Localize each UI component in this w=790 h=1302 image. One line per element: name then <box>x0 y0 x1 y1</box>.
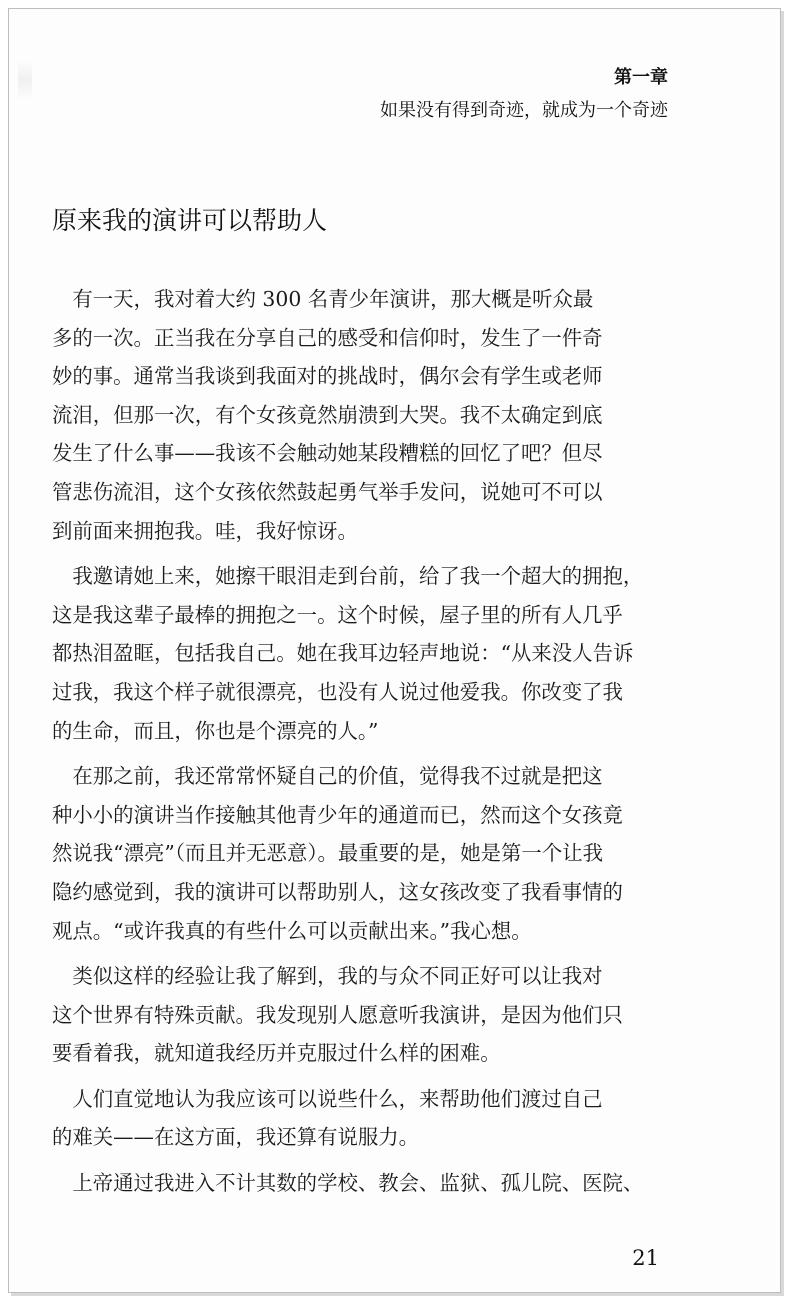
text-line: 管悲伤流泪，这个女孩依然鼓起勇气举手发问，说她可不可以 <box>52 479 603 504</box>
text-line: 观点。“或许我真的有些什么可以贡献出来。”我心想。 <box>52 918 532 943</box>
text-line: 在那之前，我还常常怀疑自己的价值，觉得我不过就是把这 <box>52 764 603 789</box>
paragraph <box>52 1164 652 1203</box>
text-line: 类似这样的经验让我了解到，我的与众不同正好可以让我对 <box>52 964 603 989</box>
paragraph <box>52 557 652 750</box>
chapter-number: 第一章 <box>614 67 668 88</box>
text-line: 的难关——在这方面，我还算有说服力。 <box>52 1125 420 1150</box>
text-line: 妙的事。通常当我谈到我面对的挑战时，偶尔会有学生或老师 <box>52 364 603 389</box>
text-line: 这个世界有特殊贡献。我发现别人愿意听我演讲，是因为他们只 <box>52 1002 623 1027</box>
text-line: 上帝通过我进入不计其数的学校、教会、监狱、孤儿院、医院、 <box>52 1171 644 1196</box>
text-line: 过我，我这个样子就很漂亮，也没有人说过他爱我。你改变了我 <box>52 679 623 704</box>
section-title: 原来我的演讲可以帮助人 <box>52 206 328 235</box>
paragraph <box>52 280 652 550</box>
paragraph <box>52 757 652 950</box>
text-line: 发生了什么事——我该不会触动她某段糟糕的回忆了吧？但尽 <box>52 441 603 466</box>
text-line: 我邀请她上来，她擦干眼泪走到台前，给了我一个超大的拥抱， <box>52 564 644 589</box>
running-header <box>380 66 668 124</box>
text-line: 有一天，我对着大约 300 名青少年演讲，那大概是听众最 <box>52 287 594 311</box>
text-line: 隐约感觉到，我的演讲可以帮助别人，这女孩改变了我看事情的 <box>52 879 623 904</box>
text-line: 种小小的演讲当作接触其他青少年的通道而已，然而这个女孩竟 <box>52 802 623 827</box>
text-line: 人们直觉地认为我应该可以说些什么，来帮助他们渡过自己 <box>52 1086 603 1111</box>
text-line: 多的一次。正当我在分享自己的感受和信仰时，发生了一件奇 <box>52 325 603 350</box>
paragraph <box>52 957 652 1073</box>
text-line: 然说我“漂亮”（而且并无恶意）。最重要的是，她是第一个让我 <box>52 841 603 866</box>
paragraph <box>52 1080 652 1157</box>
text-line: 要看着我，就知道我经历并克服过什么样的困难。 <box>52 1041 501 1066</box>
text-line: 这是我这辈子最棒的拥抱之一。这个时候，屋子里的所有人几乎 <box>52 602 623 627</box>
page-smudge <box>18 60 32 100</box>
text-line: 流泪，但那一次，有个女孩竟然崩溃到大哭。我不太确定到底 <box>52 402 603 427</box>
body-text <box>52 280 652 1210</box>
chapter-title: 如果没有得到奇迹，就成为一个奇迹 <box>380 100 668 121</box>
page-number: 21 <box>632 1246 659 1270</box>
text-line: 到前面来拥抱我。哇，我好惊讶。 <box>52 518 358 543</box>
text-line: 都热泪盈眶，包括我自己。她在我耳边轻声地说：“从来没人告诉 <box>52 641 634 666</box>
text-line: 的生命，而且，你也是个漂亮的人。” <box>52 718 379 743</box>
